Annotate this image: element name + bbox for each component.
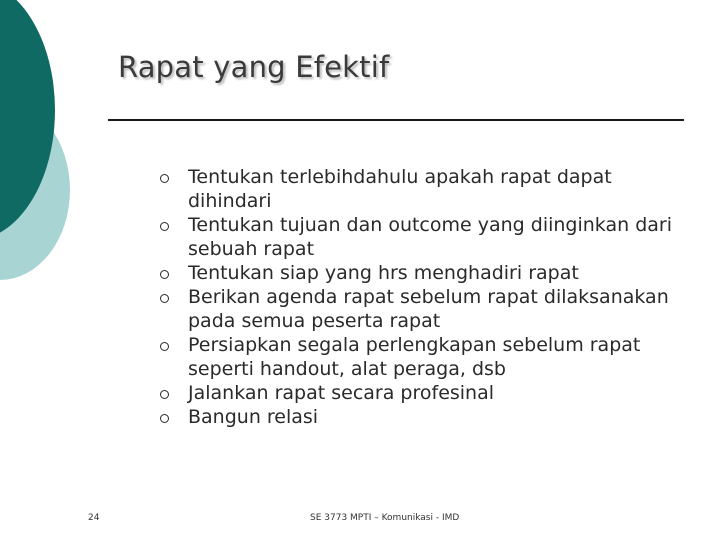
bullet-list: [160, 165, 690, 429]
hollow-circle-bullet-icon: [160, 342, 169, 351]
bullet-item: [160, 381, 690, 405]
bullet-text: Tentukan terlebihdahulu apakah rapat dapat dihindari: [188, 166, 612, 212]
bullet-item: [160, 213, 690, 261]
hollow-circle-bullet-icon: [160, 294, 169, 303]
bullet-text: Tentukan siap yang hrs menghadiri rapat: [188, 262, 579, 284]
slide-title: Rapat yang Efektif: [118, 50, 390, 84]
bullet-item: [160, 405, 690, 429]
bullet-text: Tentukan tujuan dan outcome yang diinginkan dari sebuah rapat: [188, 214, 672, 260]
hollow-circle-bullet-icon: [160, 414, 169, 423]
hollow-circle-bullet-icon: [160, 390, 169, 399]
bullet-text: Persiapkan segala perlengkapan sebelum rapat seperti handout, alat peraga, dsb: [188, 334, 641, 380]
slide-footer: SE 3773 MPTI – Komunikasi - IMD: [310, 513, 460, 523]
slide-number: 24: [88, 513, 100, 523]
bullet-item: [160, 261, 690, 285]
bullet-text: Jalankan rapat secara profesinal: [188, 382, 495, 404]
bullet-text: Berikan agenda rapat sebelum rapat dilaksanakan pada semua peserta rapat: [188, 286, 669, 332]
hollow-circle-bullet-icon: [160, 270, 169, 279]
bullet-item: [160, 285, 690, 333]
bullet-item: [160, 165, 690, 213]
title-divider: [108, 119, 684, 121]
bullet-text: Bangun relasi: [188, 406, 319, 428]
hollow-circle-bullet-icon: [160, 174, 169, 183]
hollow-circle-bullet-icon: [160, 222, 169, 231]
bullet-item: [160, 333, 690, 381]
